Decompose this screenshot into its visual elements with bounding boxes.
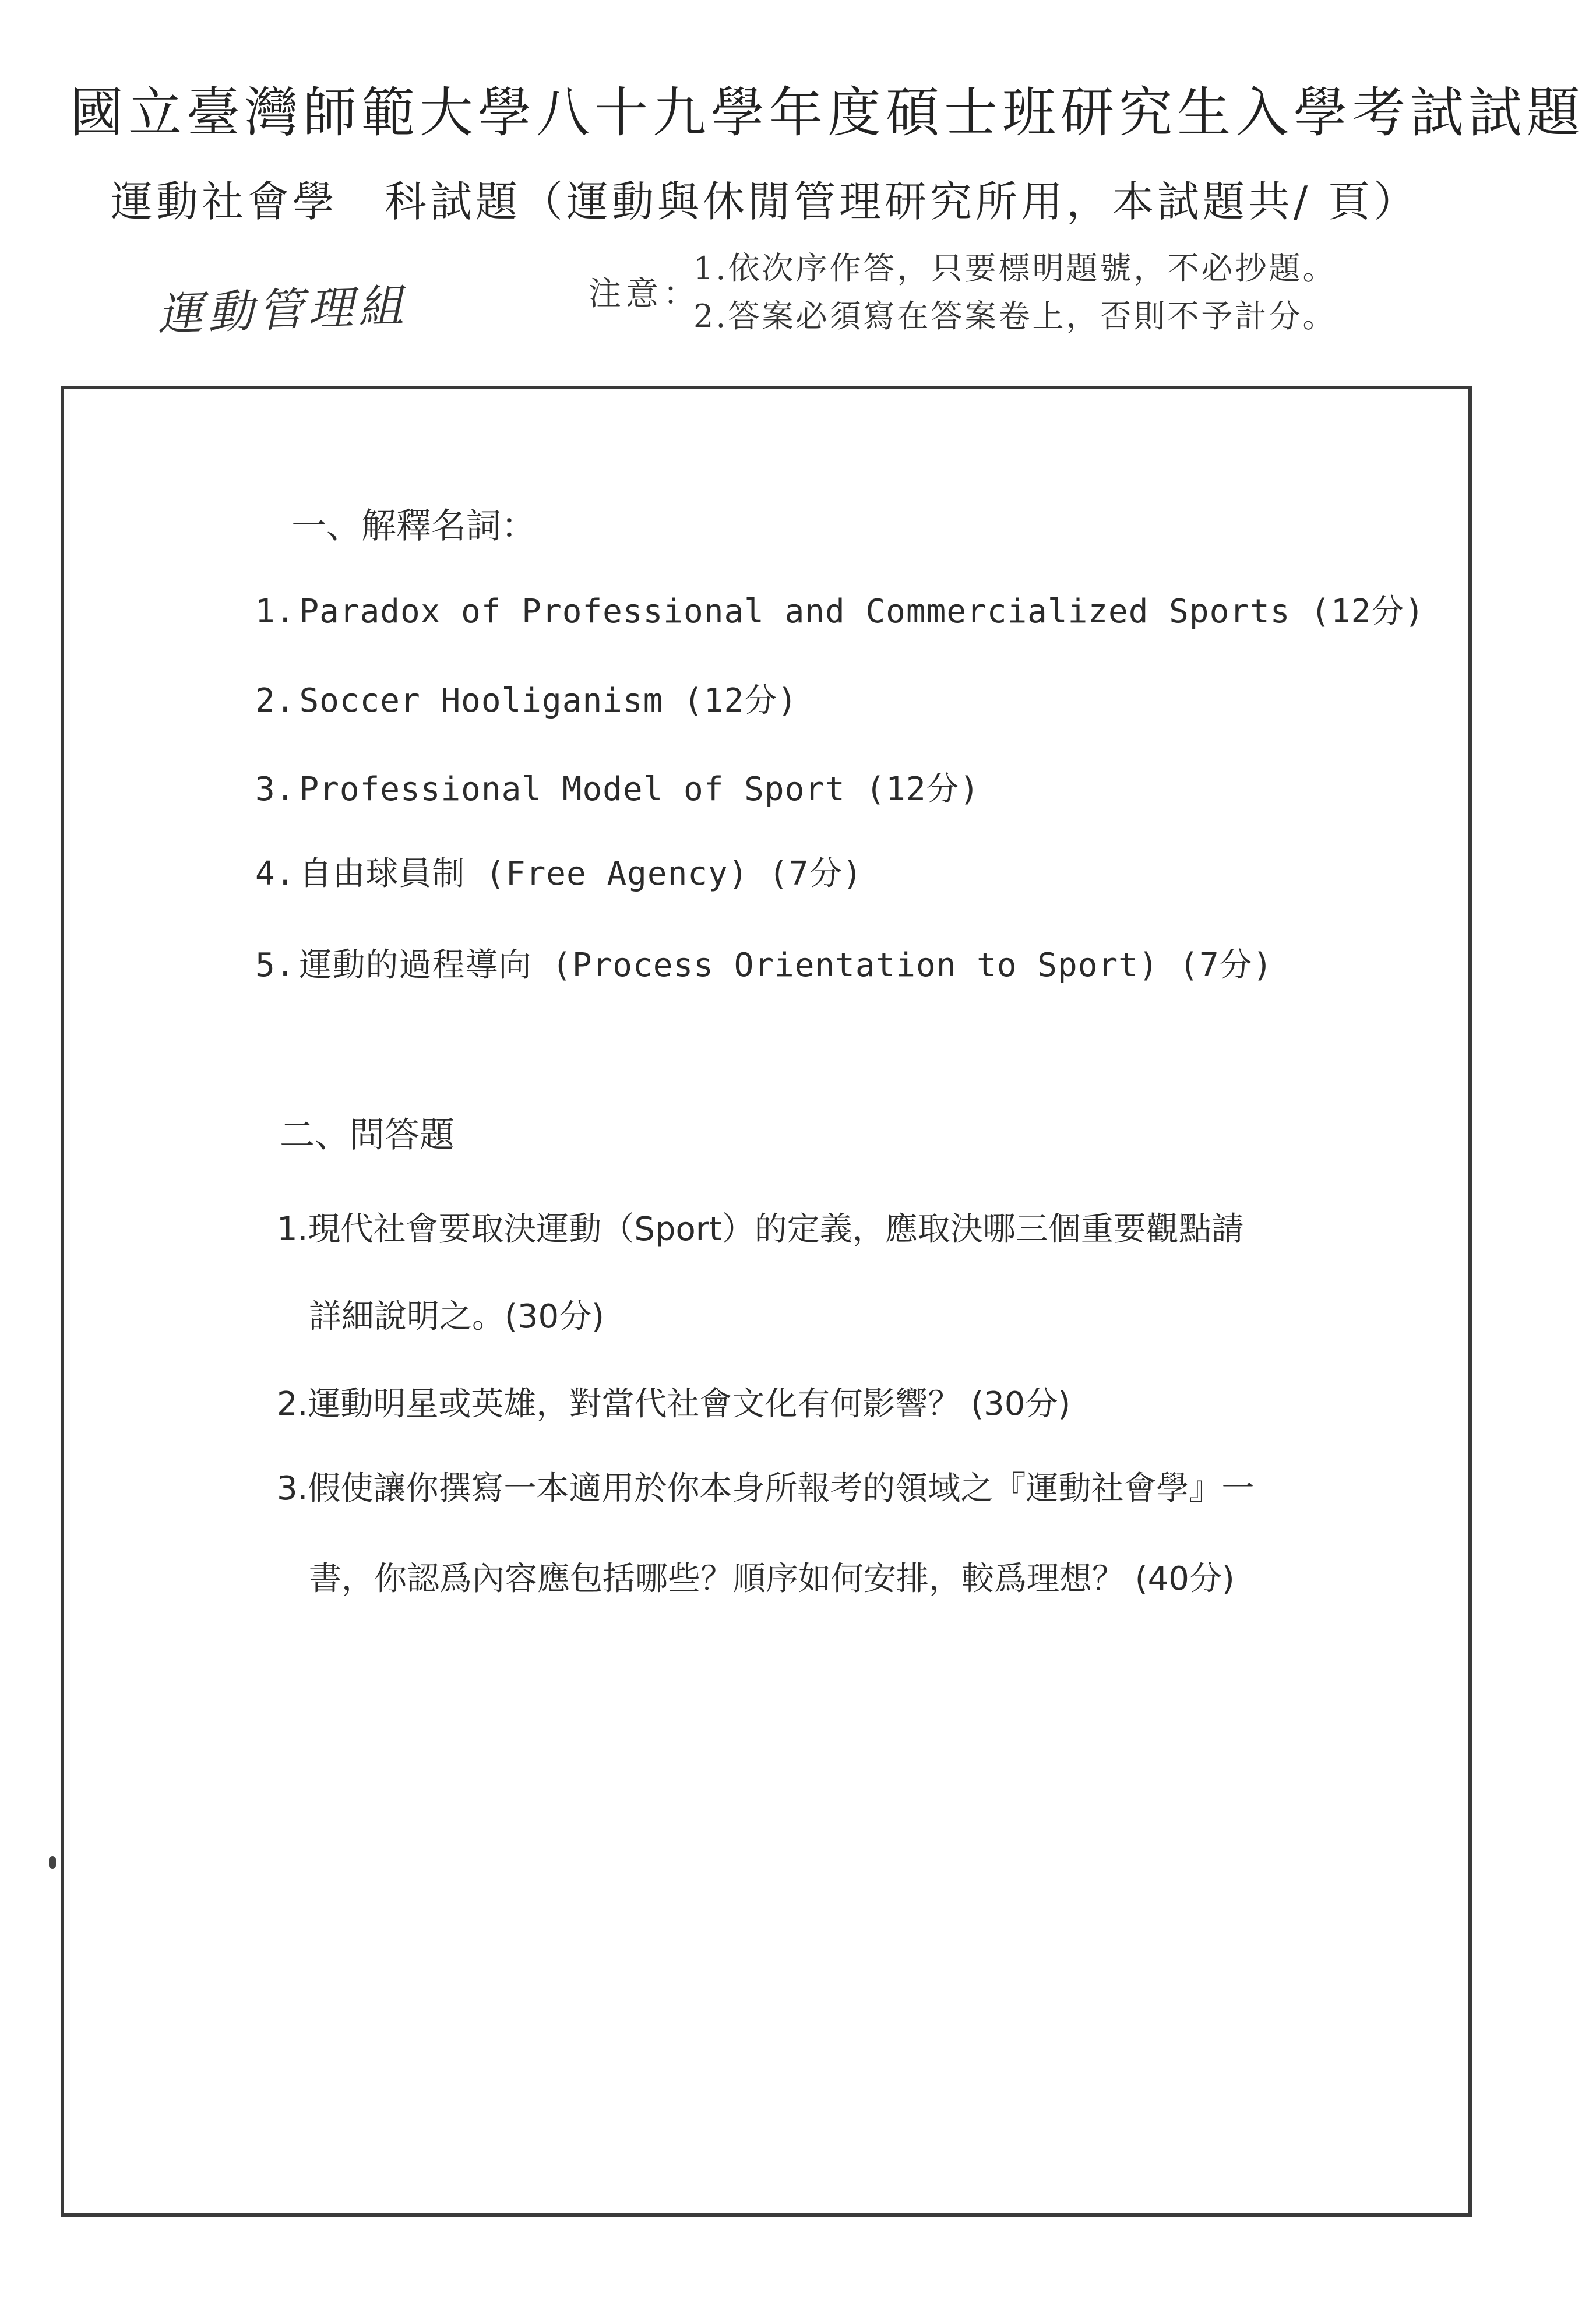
term-item-2 bbox=[255, 675, 798, 721]
term-item-number: 3. bbox=[255, 770, 296, 808]
term-item-number: 2. bbox=[255, 682, 296, 720]
essay-question-2: 2.運動明星或英雄，對當代社會文化有何影響？ (30分) bbox=[277, 1385, 1071, 1423]
term-item-number: 1. bbox=[255, 593, 296, 631]
essay-question-1-line-1: 1.現代社會要取決運動（Sport）的定義，應取決哪三個重要觀點請 bbox=[277, 1210, 1244, 1248]
notice-line-1: 1.依次序作答，只要標明題號，不必抄題。 bbox=[693, 250, 1337, 287]
term-item-text: Soccer Hooliganism (12分) bbox=[299, 682, 798, 720]
term-item-text: 運動的過程導向 (Process Orientation to Sport) (7分) bbox=[299, 946, 1273, 984]
term-item-text: 自由球員制 (Free Agency) (7分) bbox=[299, 855, 863, 893]
term-item-number: 5. bbox=[255, 946, 296, 984]
essay-question-3-line-1: 3.假使讓你撰寫一本適用於你本身所報考的領域之『運動社會學』一 bbox=[277, 1470, 1255, 1508]
term-item-3 bbox=[255, 763, 980, 810]
term-item-text: Professional Model of Sport (12分) bbox=[299, 770, 980, 808]
term-item-5 bbox=[255, 939, 1273, 986]
subtitle-detail: 科試題（運動與休閒管理研究所用，本試題共/ 頁） bbox=[385, 177, 1419, 226]
section1-heading: 一、解釋名詞： bbox=[291, 506, 536, 547]
handwritten-group-note: 運動管理組 bbox=[156, 280, 409, 341]
term-item-text: Paradox of Professional and Commercialized Sports (12分) bbox=[299, 593, 1425, 631]
subject-name: 運動社會學 bbox=[111, 177, 339, 226]
essay-question-3-line-2: 書，你認爲內容應包括哪些？順序如何安排，較爲理想？ (40分) bbox=[309, 1560, 1235, 1598]
term-item-1 bbox=[255, 586, 1425, 632]
essay-question-1-line-2: 詳細說明之。(30分) bbox=[309, 1298, 604, 1336]
scan-speck bbox=[49, 1856, 56, 1869]
exam-title: 國立臺灣師範大學八十九學年度碩士班研究生入學考試試題 bbox=[70, 82, 1586, 144]
notice-line-2: 2.答案必須寫在答案卷上，否則不予計分。 bbox=[693, 298, 1337, 334]
section2-heading: 二、問答題 bbox=[280, 1115, 455, 1156]
term-item-number: 4. bbox=[255, 855, 296, 893]
term-item-4 bbox=[255, 848, 862, 895]
notice-label: 注意： bbox=[589, 275, 700, 313]
